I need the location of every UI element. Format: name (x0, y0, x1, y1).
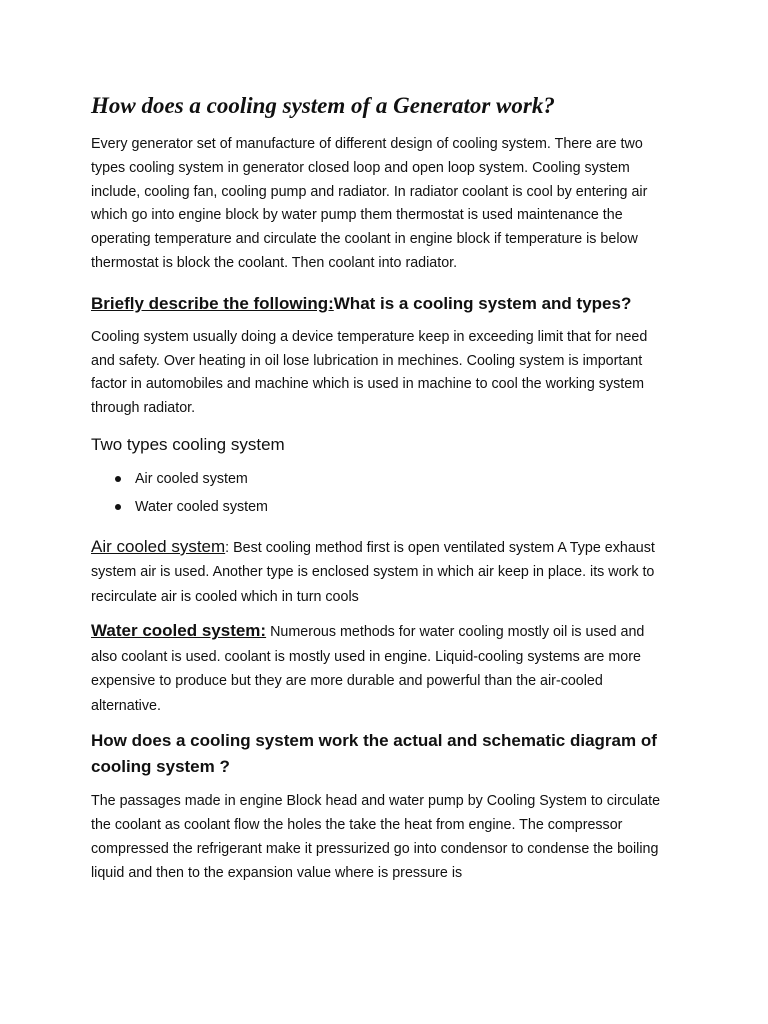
air-cooled-section (91, 535, 668, 610)
brief-heading-underlined: Briefly describe the following: (91, 293, 334, 313)
types-heading: Two types cooling system (91, 434, 285, 454)
list-item-label: Air cooled system (135, 470, 248, 487)
intro-paragraph: Every generator set of manufacture of different design of cooling system. There are two types cooling system in generator closed loop and open loop system. Cooling system include, cooling fan, cooling pump and radiator. In radiator coolant is cool by entering air which go into engine block by water pump them thermostat is used maintenance the operating temperature and circulate the coolant in engine block if temperature is below thermostat is block the coolant. Then coolant into radiator. (91, 136, 648, 271)
bullet-icon (115, 504, 121, 510)
passages-paragraph: The passages made in engine Block head and water pump by Cooling System to circulate the coolant as coolant flow the holes the take the heat from engine. The compressor compressed the refrigerant make it pressurized go into condensor to condense the boiling liquid and then to the expansion value where is pressure is (91, 793, 661, 881)
how-it-works-heading: How does a cooling system work the actual and schematic diagram of cooling system ? (91, 731, 657, 777)
water-cooled-section (91, 619, 668, 718)
types-list (91, 465, 668, 521)
brief-heading (91, 292, 668, 316)
air-cooled-heading: Air cooled system (91, 536, 226, 556)
cooling-system-paragraph: Cooling system usually doing a device temperature keep in exceeding limit that for need and safety. Over heating in oil lose lubrication in mechines. Cooling system is important factor in automobiles and machine which is used in machine to cool the working system through radiator. (91, 328, 648, 417)
air-cooled-text: : Best cooling method first is open ventilated system A Type exhaust system air is used. Another type is enclosed system in which air keep in place. its work to recirculate air is cooled which in turn cools (91, 539, 655, 605)
list-item-label: Water cooled system (135, 498, 268, 515)
water-cooled-text: Numerous methods for water cooling mostly oil is used and also coolant is used. coolant is mostly used in engine. Liquid-cooling systems are more expensive to produce but they are more durable and powerful than the air-cooled alternative. (91, 624, 645, 714)
bullet-icon (115, 476, 121, 482)
water-cooled-heading: Water cooled system: (91, 621, 267, 641)
list-item (91, 465, 668, 493)
brief-heading-question: What is a cooling system and types? (333, 293, 632, 313)
document-title: How does a cooling system of a Generator work? (91, 93, 555, 118)
list-item (91, 493, 668, 521)
